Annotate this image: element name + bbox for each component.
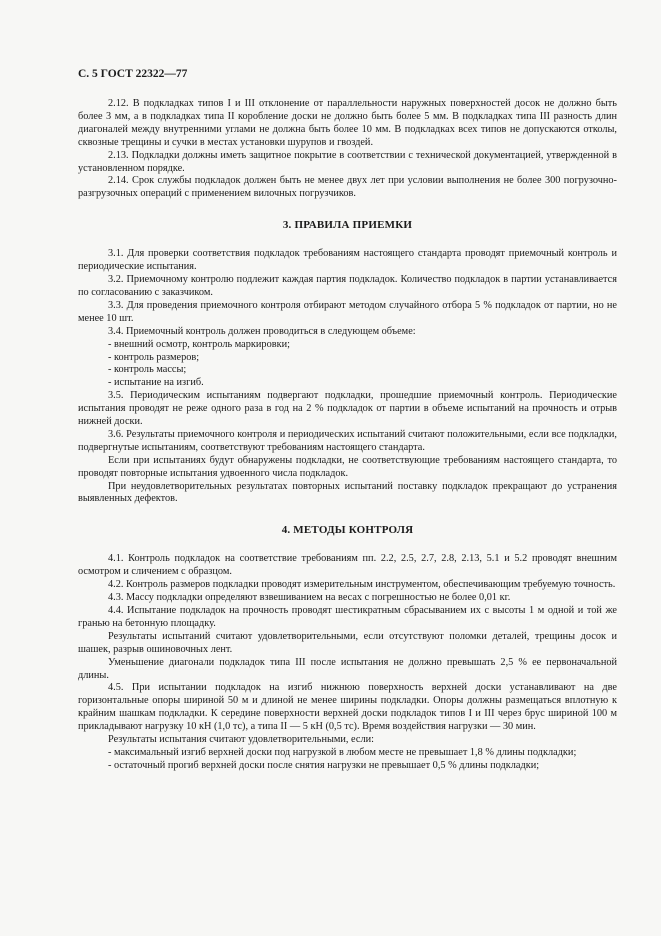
section-heading: 4. МЕТОДЫ КОНТРОЛЯ <box>281 524 414 537</box>
paragraph: 4.2. Контроль размеров подкладки проводят измерительным инструментом, обеспечивающим требуемую точность. <box>108 579 616 591</box>
paragraph: 3.3. Для проведения приемочного контроля отбирают методом случайного отбора 5 % подкладок от партии, но не менее 10 шт. <box>78 299 617 324</box>
paragraph: 4.1. Контроль подкладок на соответствие требованиям пп. 2.2, 2.5, 2.7, 2.8, 2.13, 5.1 и 5.2 проводят внешним осмотром и сличением с образцом. <box>78 553 617 578</box>
paragraph: - максимальный изгиб верхней доски под нагрузкой в любом месте не превышает 1,8 % длины подкладки; <box>108 746 577 758</box>
page-header: С. 5 ГОСТ 22322—77 <box>78 68 188 80</box>
paragraph: 2.14. Срок службы подкладок должен быть не менее двух лет при условии выполнения не более 300 погрузочно-разгрузочных операций с применением вилочных погрузчиков. <box>78 175 617 200</box>
paragraph: 2.13. Подкладки должны иметь защитное покрытие в соответствии с технической документацией, утвержденной в установленном порядке. <box>78 149 617 174</box>
paragraph: Уменьшение диагонали подкладок типа III после испытания не должно превышать 2,5 % ее первоначальной длины. <box>78 656 617 681</box>
paragraph: 4.3. Массу подкладки определяют взвешиванием на весах с погрешностью не более 0,01 кг. <box>108 592 511 604</box>
paragraph: Результаты испытания считают удовлетворительными, если: <box>108 734 374 746</box>
paragraph: - остаточный прогиб верхней доски после снятия нагрузки не превышает 0,5 % длины подкладки; <box>108 759 540 771</box>
paragraph: При неудовлетворительных результатах повторных испытаний поставку подкладок прекращают до устранения выявленных дефектов. <box>78 480 617 505</box>
paragraph: 2.12. В подкладках типов I и III отклонение от параллельности наружных поверхностей досок не должно быть более 3 мм, а в подкладках типа II коробление доски не должно быть более 5 мм. В подкладках типа III разность длин диагоналей между внутренними углами не должна быть более 10 мм. В подкладках всех типов не допускаются отколы, сквозные трещины и сучки в местах установки шурупов и гвоздей. <box>78 98 617 148</box>
paragraph: 4.5. При испытании подкладок на изгиб нижнюю поверхность верхней доски устанавливают на две горизонтальные опоры шириной 50 м и длиной не менее ширины подкладки. Опоры должны размещаться вплотную к крайним шашкам подкладки. К середине поверхности верхней доски подкладок типов I и III через брус шириной 100 м прикладывают нагрузку 10 кН (1,0 тс), а типа II — 5 кН (0,5 тс). Время воздействия нагрузки — 30 мин. <box>78 682 617 733</box>
paragraph: - контроль размеров; <box>108 351 200 363</box>
paragraph: - внешний осмотр, контроль маркировки; <box>108 338 290 350</box>
paragraph: Если при испытаниях будут обнаружены подкладки, не соответствующие требованиям настоящего стандарта, то проводят повторные испытания удвоенного числа подкладок. <box>78 454 617 479</box>
paragraph: - испытание на изгиб. <box>108 377 204 389</box>
paragraph: 3.1. Для проверки соответствия подкладок требованиям настоящего стандарта проводят приемочный контроль и периодические испытания. <box>78 248 617 273</box>
section-heading: 3. ПРАВИЛА ПРИЕМКИ <box>282 219 413 232</box>
paragraph: 3.4. Приемочный контроль должен проводиться в следующем объеме: <box>108 325 416 337</box>
paragraph: 3.5. Периодическим испытаниям подвергают подкладки, прошедшие приемочный контроль. Периодические испытания проводят не реже одного раза в год на 2 % подкладок от партии в объеме испытаний на прочность и отрыв нижней доски. <box>78 390 617 428</box>
document-body <box>78 98 617 773</box>
paragraph: Результаты испытаний считают удовлетворительными, если отсутствуют поломки деталей, трещины досок и шашек, разрыв ошиновочных лент. <box>78 630 617 655</box>
paragraph: 3.6. Результаты приемочного контроля и периодических испытаний считают положительными, если все подкладки, подвергнутые испытаниям, соответствуют требованиям настоящего стандарта. <box>78 428 617 453</box>
paragraph: 3.2. Приемочному контролю подлежит каждая партия подкладок. Количество подкладок в партии устанавливается по согласованию с заказчиком. <box>78 274 617 298</box>
paragraph: - контроль массы; <box>108 364 187 376</box>
paragraph: 4.4. Испытание подкладок на прочность проводят шестикратным сбрасыванием их с высоты 1 м одной и той же гранью на бетонную площадку. <box>78 605 617 629</box>
